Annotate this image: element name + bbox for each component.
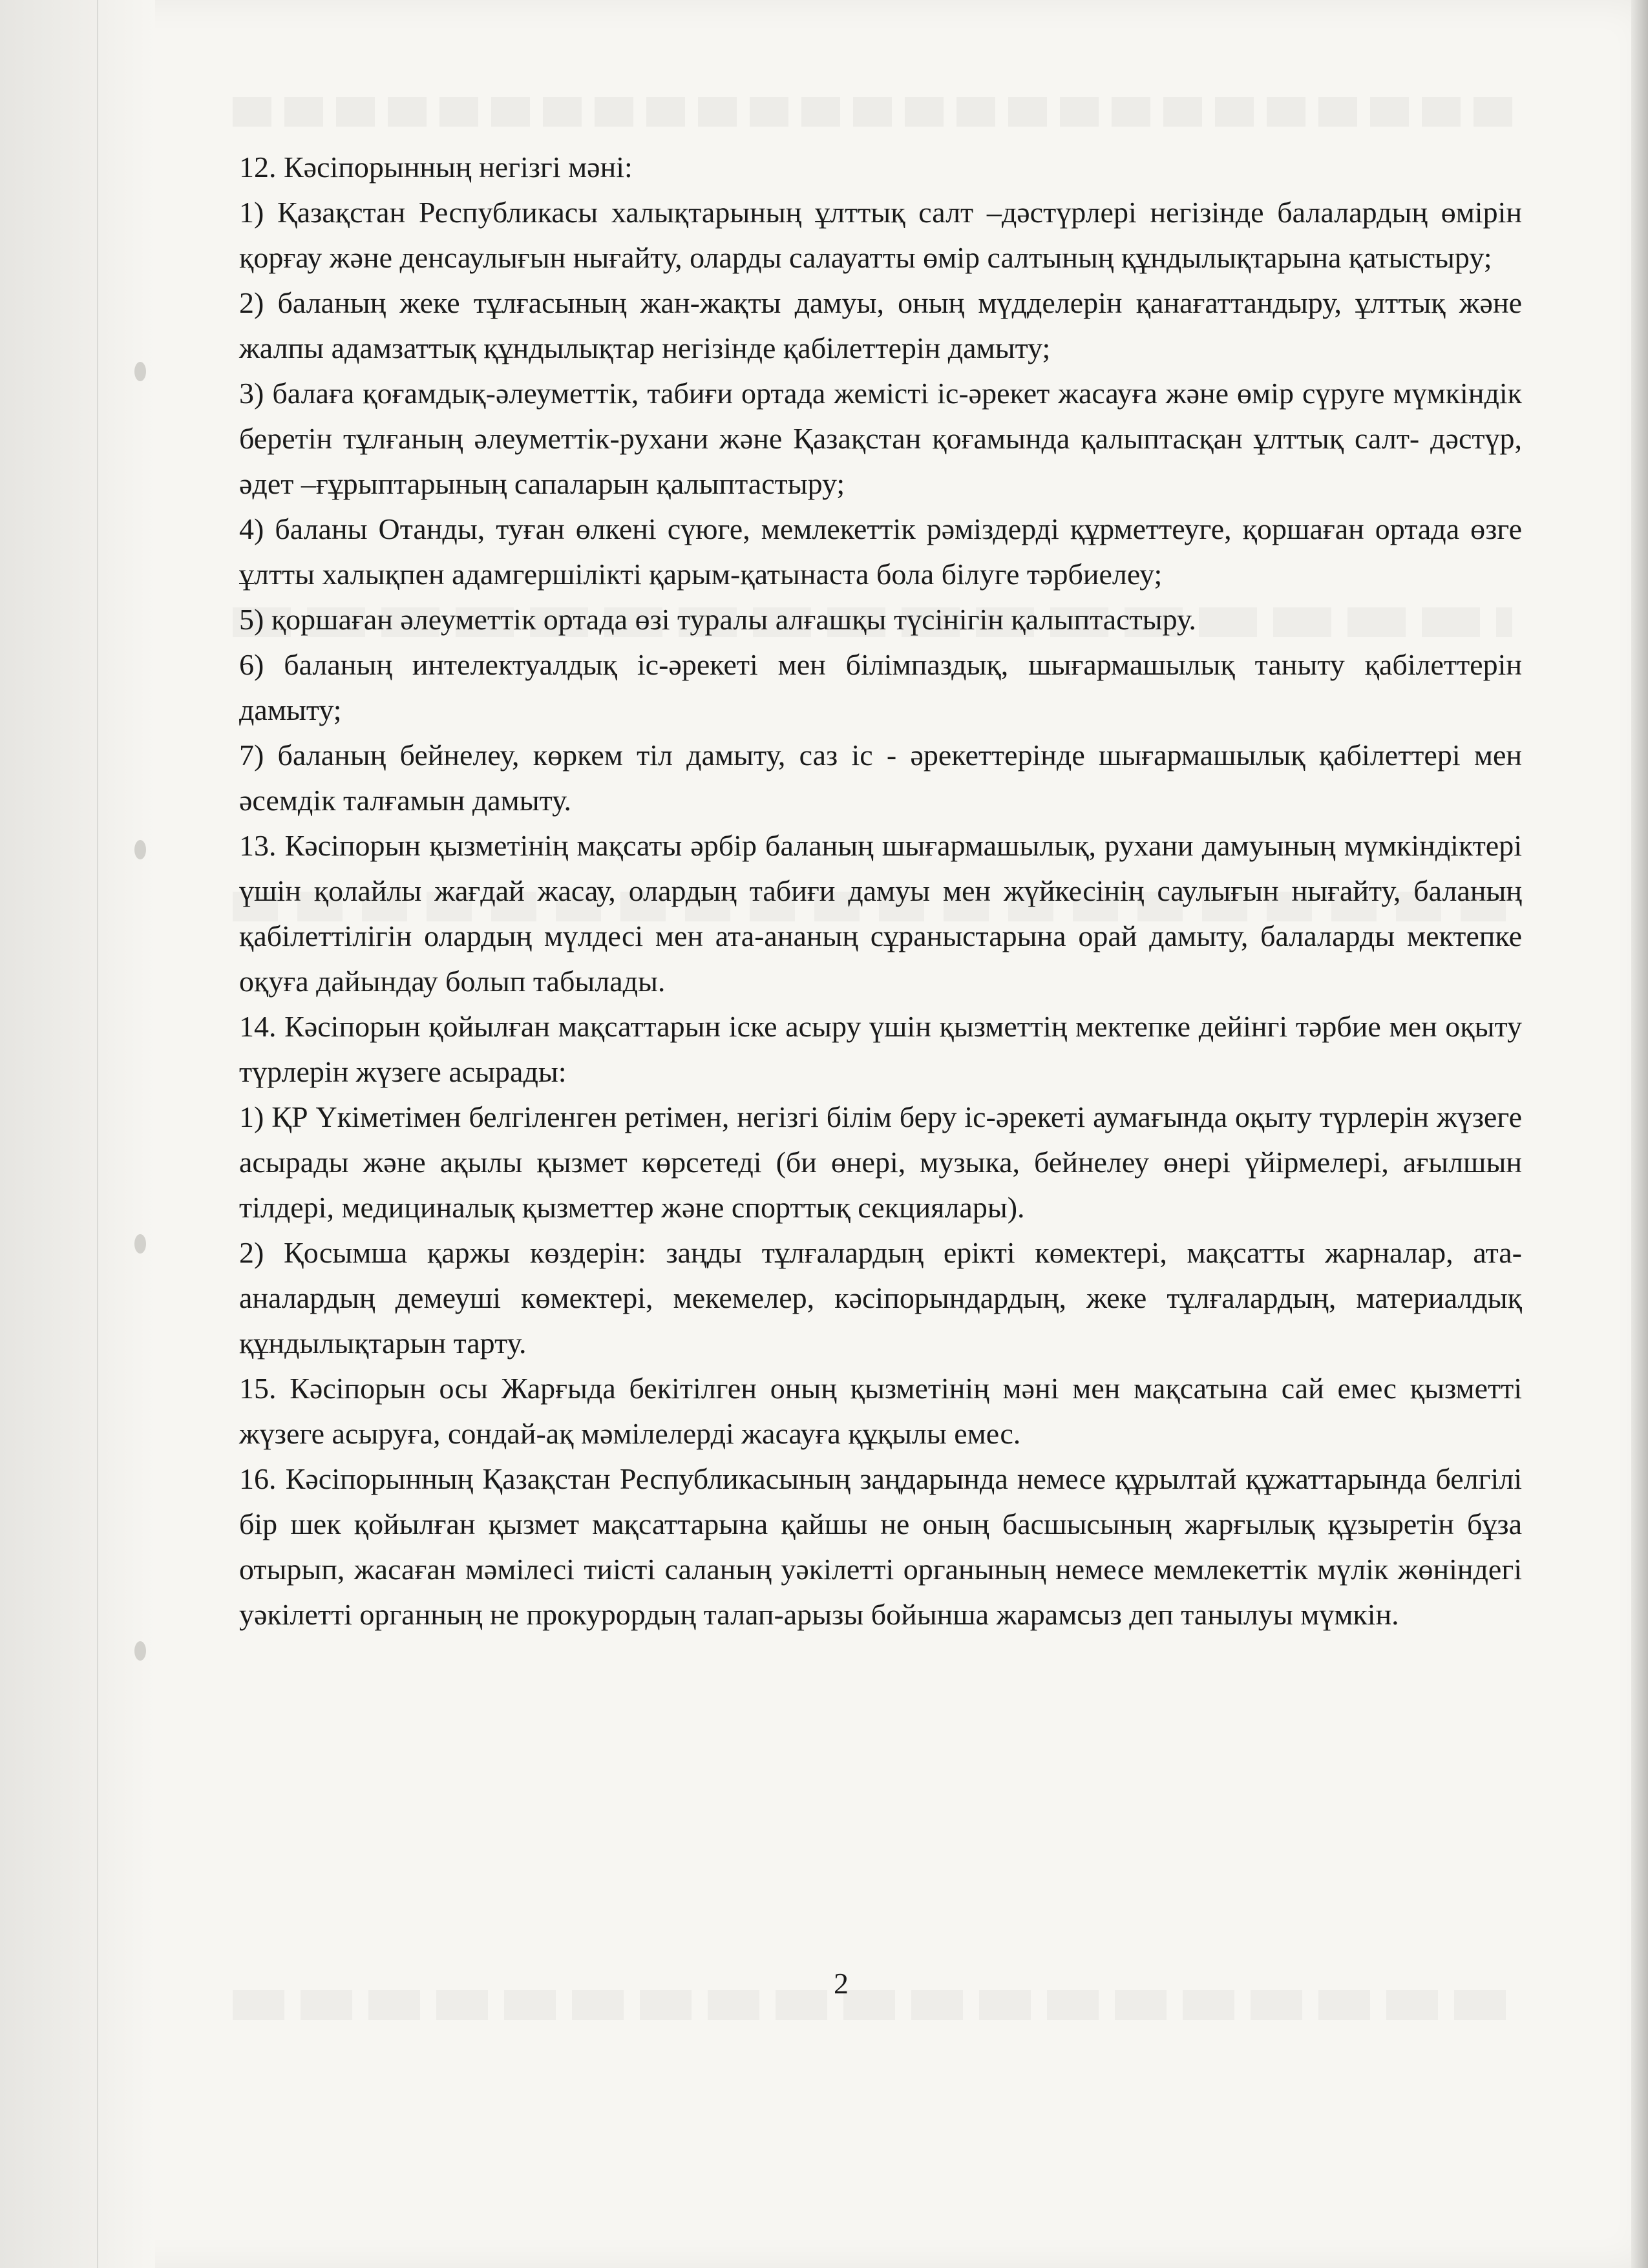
page-number: 2 (834, 1967, 849, 2000)
bleed-through-text (233, 1990, 1512, 2020)
page-right-edge (1631, 0, 1648, 2268)
paragraph: 15. Кәсіпорын осы Жарғыда бекітілген оның қызметінің мәні мен мақсатына сай емес қызметті жүзеге асыруға, сондай-ақ мәмілелерді жасауға құқылы емес. (239, 1372, 1522, 1450)
page-fold-line (97, 0, 98, 2268)
document-body (239, 145, 1522, 1637)
binding-hole (134, 362, 146, 381)
binding-hole (134, 1641, 146, 1661)
paragraph: 3) балаға қоғамдық-әлеуметтік, табиғи ортада жемісті іс-әрекет жасауға және өмір сүруге мүмкіндік беретін тұлғаның әлеуметтік-рухани және Қазақстан қоғамында қалыптасқан ұлттық салт- дәстүр, әдет –ғұрыптарының сапаларын қалыптастыру; (239, 377, 1522, 500)
paragraph: 13. Кәсіпорын қызметінің мақсаты әрбір баланың шығармашылық, рухани дамуының мүмкіндіктері үшін қолайлы жағдай жасау, олардың табиғи дамуы мен жүйкесінің саулығын нығайту, баланың қабілеттілігін олардың мүлдесі мен ата-ананың сұраныстарына орай дамыту, балаларды мектепке оқуға дайындау болып табылады. (239, 829, 1522, 998)
paragraph: 16. Кәсіпорынның Қазақстан Республикасының заңдарында немесе құрылтай құжаттарында белгілі бір шек қойылған қызмет мақсаттарына қайшы не оның басшысының жарғылық құзыретін бұза отырып, жасаған мәмілесі тиісті саланың уәкілетті органының немесе мемлекеттік мүлік жөніндегі уәкілетті органның не прокурордың талап-арызы бойынша жарамсыз деп танылуы мүмкін. (239, 1462, 1522, 1631)
paragraph: 4) баланы Отанды, туған өлкені сүюге, мемлекеттік рәміздерді құрметтеуге, қоршаған ортада өзге ұлтты халықпен адамгершілікті қарым-қатынаста бола білуге тәрбиелеу; (239, 512, 1522, 591)
binding-hole (134, 1234, 146, 1254)
bleed-through-text (233, 97, 1512, 127)
binding-hole (134, 840, 146, 859)
paragraph: 1) Қазақстан Республикасы халықтарының ұлттық салт –дәстүрлері негізінде балалардың өмірін қорғау және денсаулығын нығайту, оларды салауатты өмір салтының құндылықтарына қатыстыру; (239, 196, 1522, 274)
paragraph: 7) баланың бейнелеу, көркем тіл дамыту, саз іс - әрекеттерінде шығармашылық қабілеттері мен әсемдік талғамын дамыту. (239, 739, 1522, 817)
paragraph: 2) Қосымша қаржы көздерін: заңды тұлғалардың ерікті көмектері, мақсатты жарналар, ата-аналардың демеуші көмектері, мекемелер, кәсіпорындардың, жеке тұлғалардың, материалдық құндылықтарын тарту. (239, 1236, 1522, 1360)
paragraph: 6) баланың интелектуалдық іс-әрекеті мен білімпаздық, шығармашылық таныту қабілеттерін дамыту; (239, 648, 1522, 726)
paragraph: 14. Кәсіпорын қойылған мақсаттарын іске асыру үшін қызметтің мектепке дейінгі тәрбие мен оқыту түрлерін жүзеге асырады: (239, 1010, 1522, 1088)
paragraph: 12. Кәсіпорынның негізгі мәні: (239, 151, 633, 184)
paragraph: 1) ҚР Үкіметімен белгіленген ретімен, негізгі білім беру іс-әрекеті аумағында оқыту түрлерін жүзеге асырады және ақылы қызмет көрсетеді (би өнері, музыка, бейнелеу өнері үйірмелері, ағылшын тілдері, медициналық қызметтер және спорттық секциялары). (239, 1100, 1522, 1224)
paragraph: 5) қоршаған әлеуметтік ортада өзі туралы алғашқы түсінігін қалыптастыру. (239, 603, 1196, 636)
page-binding-shadow (0, 0, 155, 2268)
paragraph: 2) баланың жеке тұлғасының жан-жақты дамуы, оның мүдделерін қанағаттандыру, ұлттық және жалпы адамзаттық құндылықтар негізінде қабілеттерін дамыту; (239, 286, 1522, 364)
